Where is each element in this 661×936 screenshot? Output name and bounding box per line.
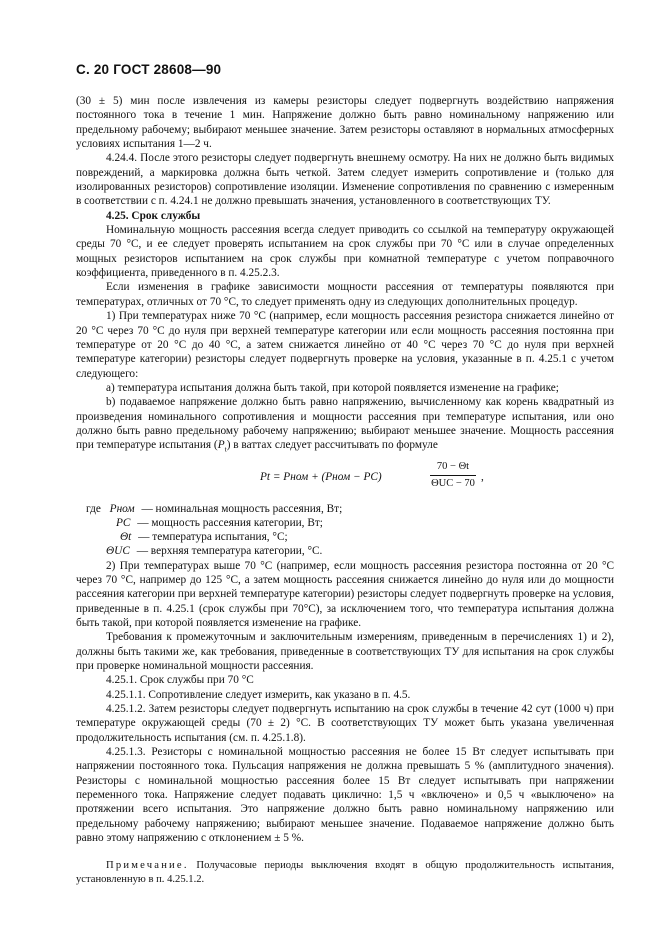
page-content bbox=[76, 94, 614, 887]
legend-text: — верхняя температура категории, °С. bbox=[136, 544, 323, 557]
legend-text: — температура испытания, °С; bbox=[138, 530, 288, 543]
note-label: Примечание. bbox=[106, 860, 189, 872]
legend-symbol: Pном bbox=[109, 502, 135, 515]
note bbox=[76, 859, 614, 887]
subsection-heading: 4.25.1. Срок службы при 70 °С bbox=[106, 674, 254, 687]
legend-symbol: Θt bbox=[120, 530, 132, 543]
legend-row: где Pном — номинальная мощность рассеяния, Вт; bbox=[86, 502, 343, 515]
paragraph: b) подаваемое напряжение должно быть равно напряжению, вычисленному как корень квадратный из произведения номинального сопротивления и мощности рассеяния при температуре испытания, или оно должно быть равно предельному рабочему напряжению; выбирают меньшее значение. Мощность рассеяния при температуре испытания $(P_t)$ в ваттах следует рассчитывать по формуле bbox=[76, 396, 614, 454]
legend-symbol: PC bbox=[116, 516, 131, 529]
formula-lhs: Pt = Pном + (Pном − PC) bbox=[260, 470, 382, 483]
legend-row bbox=[120, 530, 288, 544]
paragraph: 2) При температурах выше 70 °С (например, если мощность рассеяния резистора постоянна от 20 °С через 70 °С, например до 125 °С, а затем мощность рассеяния снижается линейно до нуля или до мощности рассеяния категории при верхней температуре категории) резисторы следует подвергнуть проверке на условия, приведенные в п. 4.25.1 (срок службы при 70°С), за исключением того, что температура испытания должна быть такой, при которой появляется изменение на графике. bbox=[76, 559, 614, 629]
note-text: Получасовые периоды выключения входят в общую продолжительность испытания, установленную в п. 4.25.1.2. bbox=[76, 860, 614, 886]
legend-text: — номинальная мощность рассеяния, Вт; bbox=[141, 502, 343, 515]
paragraph: 4.24.4. После этого резисторы следует подвергнуть внешнему осмотру. На них не должно быть видимых повреждений, а маркировка должна быть четкой. Затем следует измерить сопротивление и (только для изолированных резисторов) сопротивление изоляции. Изменение сопротивления по сравнению с измеренным в соответствии с п. 4.24.1 не должно превышать значения, установленного в соответствующих ТУ. bbox=[76, 152, 614, 208]
paragraph: (30 ± 5) мин после извлечения из камеры резисторы следует подвергнуть воздействию напряжения постоянного тока в течение 1 мин. Напряжение должно быть равно номинальному напряжению или предельному рабочему; выбирают меньшее значение. Затем резисторы оставляют в нормальных атмосферных условиях испытания 1—2 ч. bbox=[76, 95, 614, 151]
paragraph: 4.25.1.2. Затем резисторы следует подвергнуть испытанию на срок службы в течение 42 сут (1000 ч) при температуре окружающей среды (70 ± 2) °С. В соответствующих ТУ может быть указана увеличенная продолжительность испытания (см. п. 4.25.1.8). bbox=[76, 703, 614, 744]
paragraph: Номинальную мощность рассеяния всегда следует приводить со ссылкой на температуру окружающей среды 70 °С, и ее следует проверять испытанием на срок службы при 70 °С или в случае определенных мощных резисторов испытанием на срок службы при комнатной температуре с учетом поправочного коэффициента, приведенного в п. 4.25.2.3. bbox=[76, 224, 614, 280]
legend-symbol: ΘUC bbox=[106, 544, 130, 557]
formula-tail: , bbox=[481, 470, 484, 483]
paragraph: 4.25.1.3. Резисторы с номинальной мощностью рассеяния не более 15 Вт следует испытывать при напряжении постоянного тока. Пульсация напряжения не должна превышать 5 % (амплитудного значения). Резисторы с номинальной мощностью рассеяния более 15 Вт следует испытывать при напряжении переменного тока. Напряжение следует подавать циклично: 1,5 ч «включено» и 0,5 ч «выключено» на протяжении всего испытания. Это напряжение должно быть равно номинальному напряжению или предельному рабочему напряжению; выбирают меньшее значение. Подаваемое напряжение должно быть равно этому напряжению с отклонением ± 5 %. bbox=[76, 746, 614, 845]
paragraph: 1) При температурах ниже 70 °С (например, если мощность рассеяния резистора снижается линейно от 20 °С через 70 °С до нуля при верхней температуре категории или если мощность рассеяния постоянна при температуре от 20 °С до 40 °С, а затем снижается линейно от 40 °С через 70 °С до нуля при верхней температуре категории) резисторы следует подвергнуть проверке на условия, указанные в п. 4.25.1 с учетом следующего: bbox=[76, 310, 614, 380]
formula-legend bbox=[76, 502, 614, 559]
page-header: С. 20 ГОСТ 28608—90 bbox=[76, 62, 222, 77]
legend-row bbox=[106, 544, 322, 558]
formula-fraction bbox=[430, 460, 476, 492]
formula-denominator: ΘUC − 70 bbox=[431, 477, 475, 489]
paragraph: 4.25.1.1. Сопротивление следует измерить, как указано в п. 4.5. bbox=[106, 688, 411, 701]
formula-numerator: 70 − Θt bbox=[430, 460, 476, 476]
section-heading: 4.25. Срок службы bbox=[106, 209, 201, 222]
paragraph: Если изменения в графике зависимости мощности рассеяния от температуры появляются при температурах, отличных от 70 °С, то следует применять одну из следующих дополнительных процедур. bbox=[76, 281, 614, 308]
legend-text: — мощность рассеяния категории, Вт; bbox=[137, 516, 323, 529]
paragraph: Требования к промежуточным и заключительным измерениям, приведенным в перечислениях 1) и 2), должны быть такими же, как требования, приведенные в соответствующих ТУ для испытания на срок службы при проверке номинальной мощности рассеяния. bbox=[76, 631, 614, 672]
list-item: а) температура испытания должна быть такой, при которой появляется изменение на графике; bbox=[106, 381, 559, 394]
legend-row bbox=[116, 516, 323, 530]
power-formula bbox=[76, 456, 614, 500]
